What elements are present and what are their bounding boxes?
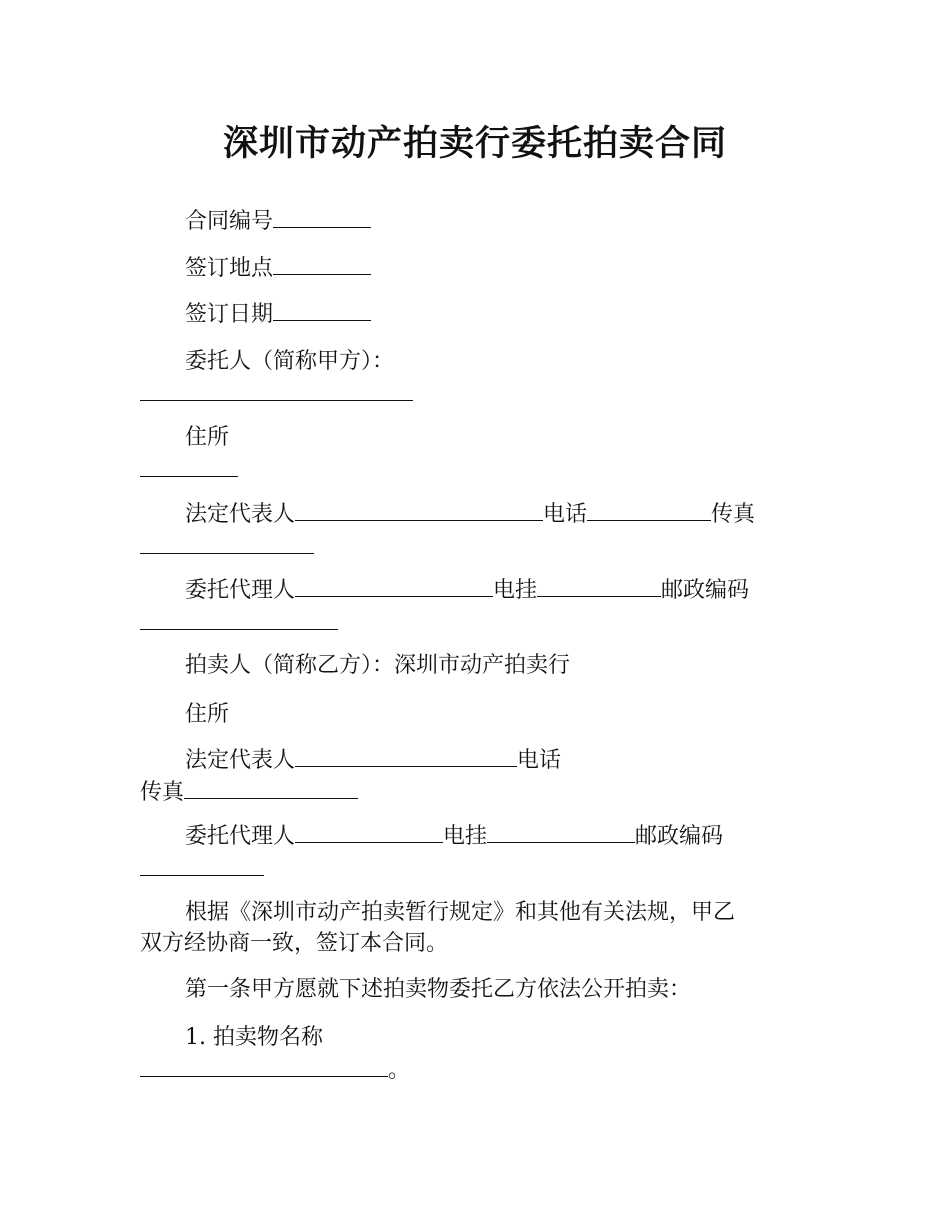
party-a-address-label: 住所 xyxy=(185,425,230,450)
sign-date-line xyxy=(185,298,805,328)
party-b-postcode-label: 邮政编码 xyxy=(635,824,724,849)
party-b-agent-label: 委托代理人 xyxy=(185,824,296,849)
party-a-telegram-blank[interactable] xyxy=(537,574,661,597)
party-a-phone-label: 电话 xyxy=(543,502,588,527)
party-b-legal-rep-label: 法定代表人 xyxy=(185,748,296,773)
sign-date-label: 签订日期 xyxy=(185,302,274,327)
party-b-address-label: 住所 xyxy=(185,702,230,727)
contract-number-line xyxy=(185,205,805,235)
contract-number-blank[interactable] xyxy=(273,205,371,228)
party-a-agent-line xyxy=(185,574,805,604)
party-a-agent-blank[interactable] xyxy=(295,574,493,597)
party-a-address-line-cont xyxy=(140,454,805,484)
contract-number-label: 合同编号 xyxy=(185,209,274,234)
item-name-line xyxy=(185,1021,805,1051)
item-name-label: 1. 拍卖物名称 xyxy=(185,1025,323,1050)
auctioneer-line: 拍卖人（简称乙方）：深圳市动产拍卖行 xyxy=(185,653,571,678)
party-a-agent-line-cont xyxy=(140,607,805,637)
sign-place-blank[interactable] xyxy=(273,252,371,275)
party-b-telegram-label: 电挂 xyxy=(443,824,488,849)
sign-place-line xyxy=(185,252,805,282)
party-a-legal-rep-label: 法定代表人 xyxy=(185,502,296,527)
party-b-legal-rep-blank[interactable] xyxy=(295,744,517,767)
party-b-fax-blank[interactable] xyxy=(184,776,358,799)
party-b-address-line xyxy=(185,698,805,728)
client-line-cont xyxy=(140,378,805,408)
client-line xyxy=(185,345,805,375)
item-name-blank-cont[interactable] xyxy=(140,1054,388,1077)
client-label: 委托人（简称甲方）： xyxy=(185,349,395,374)
party-a-postcode-blank-cont[interactable] xyxy=(140,607,338,630)
party-a-address-blank-cont[interactable] xyxy=(140,454,238,477)
item-name-period: 。 xyxy=(388,1058,411,1083)
party-a-rep-line xyxy=(185,498,805,528)
party-a-rep-line-cont xyxy=(140,531,805,561)
party-b-postcode-blank-cont[interactable] xyxy=(140,853,264,876)
party-b-phone-label: 电话 xyxy=(517,748,562,773)
party-a-agent-label: 委托代理人 xyxy=(185,578,296,603)
party-b-fax-line xyxy=(140,776,805,806)
client-blank-cont[interactable] xyxy=(140,378,413,401)
party-a-fax-blank-cont[interactable] xyxy=(140,531,314,554)
party-b-fax-label: 传真 xyxy=(140,780,185,805)
sign-place-label: 签订地点 xyxy=(185,256,274,281)
party-a-phone-blank[interactable] xyxy=(587,498,711,521)
party-a-address-line xyxy=(185,421,805,451)
basis-paragraph-line1: 根据《深圳市动产拍卖暂行规定》和其他有关法规，甲乙 xyxy=(185,900,736,925)
party-b-telegram-blank[interactable] xyxy=(487,820,635,843)
party-a-legal-rep-blank[interactable] xyxy=(295,498,543,521)
party-b-agent-blank[interactable] xyxy=(295,820,443,843)
sign-date-blank[interactable] xyxy=(273,298,371,321)
document-title: 深圳市动产拍卖行委托拍卖合同 xyxy=(222,124,727,164)
party-a-telegram-label: 电挂 xyxy=(493,578,538,603)
basis-paragraph-line2: 双方经协商一致，签订本合同。 xyxy=(140,931,449,956)
party-b-agent-line-cont xyxy=(140,853,805,883)
party-a-fax-label: 传真 xyxy=(711,502,756,527)
party-a-postcode-label: 邮政编码 xyxy=(661,578,750,603)
party-b-agent-line xyxy=(185,820,805,850)
article-1: 第一条甲方愿就下述拍卖物委托乙方依法公开拍卖： xyxy=(185,977,692,1002)
item-name-line-cont xyxy=(140,1054,805,1084)
party-b-rep-line xyxy=(185,744,805,774)
